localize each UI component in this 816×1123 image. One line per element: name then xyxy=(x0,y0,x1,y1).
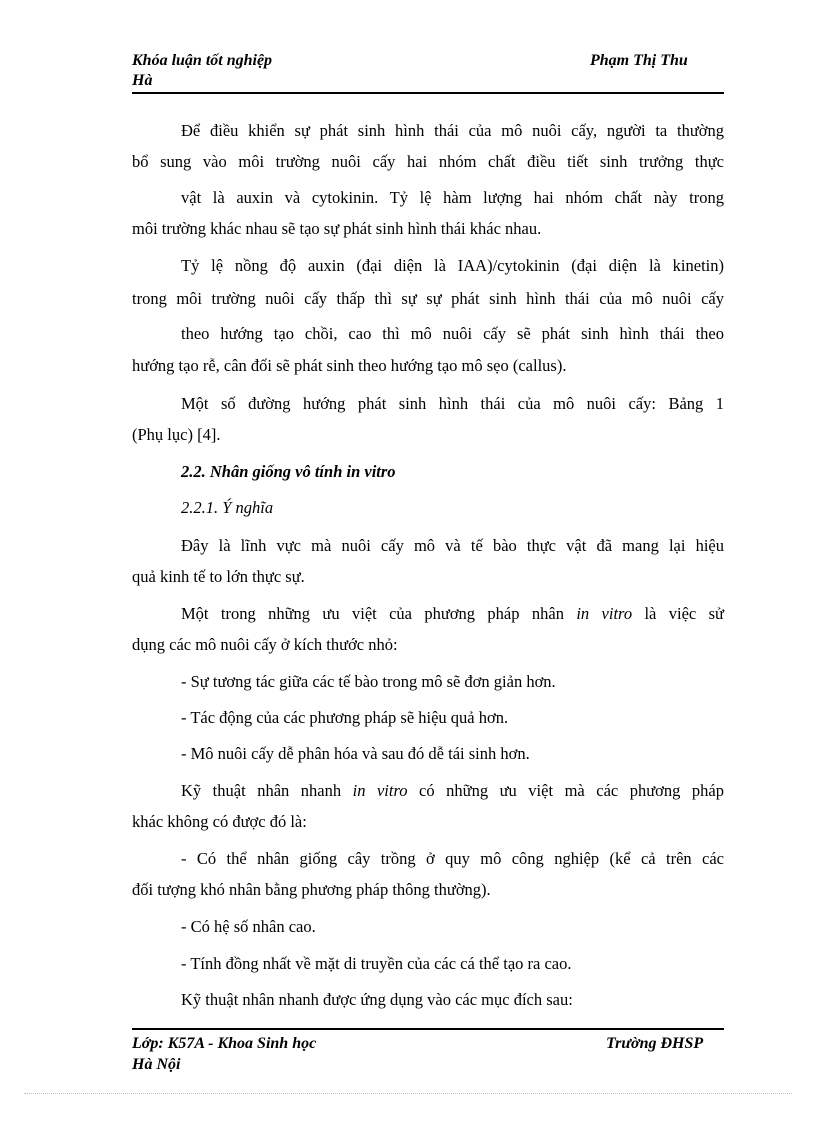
paragraph-1-line-2: bổ sung vào môi trường nuôi cấy hai nhóm chất điều tiết sinh trưởng thực xyxy=(132,152,724,171)
paragraph-3-line-2: (Phụ lục) [4]. xyxy=(132,425,221,444)
paragraph-1-line-1: Để điều khiển sự phát sinh hình thái của mô nuôi cấy, người ta thường xyxy=(181,121,724,140)
header-left-title-continued: Hà xyxy=(132,72,153,89)
footer-university: Trường ĐHSP xyxy=(606,1035,704,1052)
footer-rule xyxy=(132,1028,724,1030)
bullet-item-1: - Sự tương tác giữa các tế bào trong mô sẽ đơn giản hơn. xyxy=(181,672,556,691)
footer-class-info-continued: Hà Nội xyxy=(132,1056,181,1073)
paragraph-6-line-1 xyxy=(181,780,724,802)
paragraph-1-line-3: vật là auxin và cytokinin. Tỷ lệ hàm lượng hai nhóm chất này trong xyxy=(181,188,724,207)
paragraph-5-term-in-vitro: in vitro xyxy=(576,604,633,623)
bullet-item-5: - Tính đồng nhất về mặt di truyền của các cá thể tạo ra cao. xyxy=(181,954,572,973)
paragraph-4-line-1: Đây là lĩnh vực mà nuôi cấy mô và tế bào thực vật đã mang lại hiệu xyxy=(181,536,724,555)
footer-class-info: Lớp: K57A - Khoa Sinh học xyxy=(132,1035,317,1052)
page-separator xyxy=(24,1093,792,1094)
paragraph-3-line-1: Một số đường hướng phát sinh hình thái của mô nuôi cấy: Bảng 1 xyxy=(181,394,724,413)
paragraph-5-line-1 xyxy=(181,603,724,625)
paragraph-2-line-2: trong môi trường nuôi cấy thấp thì sự sự phát sinh hình thái của mô nuôi cấy xyxy=(132,289,724,308)
paragraph-2-line-4: hướng tạo rễ, cân đối sẽ phát sinh theo hướng tạo mô sẹo (callus). xyxy=(132,356,567,375)
bullet-item-3: - Mô nuôi cấy dễ phân hóa và sau đó dễ tái sinh hơn. xyxy=(181,744,530,763)
bullet-item-4: - Có hệ số nhân cao. xyxy=(181,917,316,936)
paragraph-8: Kỹ thuật nhân nhanh được ứng dụng vào các mục đích sau: xyxy=(181,990,573,1009)
paragraph-6-term-in-vitro: in vitro xyxy=(352,781,408,800)
paragraph-6-line-2: khác không có được đó là: xyxy=(132,812,307,831)
header-author: Phạm Thị Thu xyxy=(590,52,688,69)
paragraph-7-line-1: - Có thể nhân giống cây trồng ở quy mô công nghiệp (kể cả trên các xyxy=(181,849,724,868)
paragraph-2-line-3: theo hướng tạo chồi, cao thì mô nuôi cấy sẽ phát sinh hình thái theo xyxy=(181,324,724,343)
section-heading-2-2: 2.2. Nhân giống vô tính in vitro xyxy=(181,462,396,481)
paragraph-4-line-2: quả kinh tế to lớn thực sự. xyxy=(132,567,305,586)
paragraph-2-line-1: Tỷ lệ nồng độ auxin (đại diện là IAA)/cytokinin (đại diện là kinetin) xyxy=(181,256,724,275)
paragraph-7-line-2: đối tượng khó nhân bằng phương pháp thông thường). xyxy=(132,880,491,899)
paragraph-6-text-a: Kỹ thuật nhân nhanh xyxy=(181,781,353,800)
paragraph-1-line-4: môi trường khác nhau sẽ tạo sự phát sinh hình thái khác nhau. xyxy=(132,219,542,238)
paragraph-6-text-c: có những ưu việt mà các phương pháp xyxy=(407,781,724,800)
header-rule xyxy=(132,92,724,94)
header-left-title: Khóa luận tốt nghiệp xyxy=(132,52,273,69)
bullet-item-2: - Tác động của các phương pháp sẽ hiệu quả hơn. xyxy=(181,708,509,727)
paragraph-5-text-c: là việc sử xyxy=(632,604,724,623)
paragraph-5-line-2: dụng các mô nuôi cấy ở kích thước nhỏ: xyxy=(132,635,398,654)
subsection-heading-2-2-1: 2.2.1. Ý nghĩa xyxy=(181,498,274,517)
paragraph-5-text-a: Một trong những ưu việt của phương pháp nhân xyxy=(181,604,577,623)
